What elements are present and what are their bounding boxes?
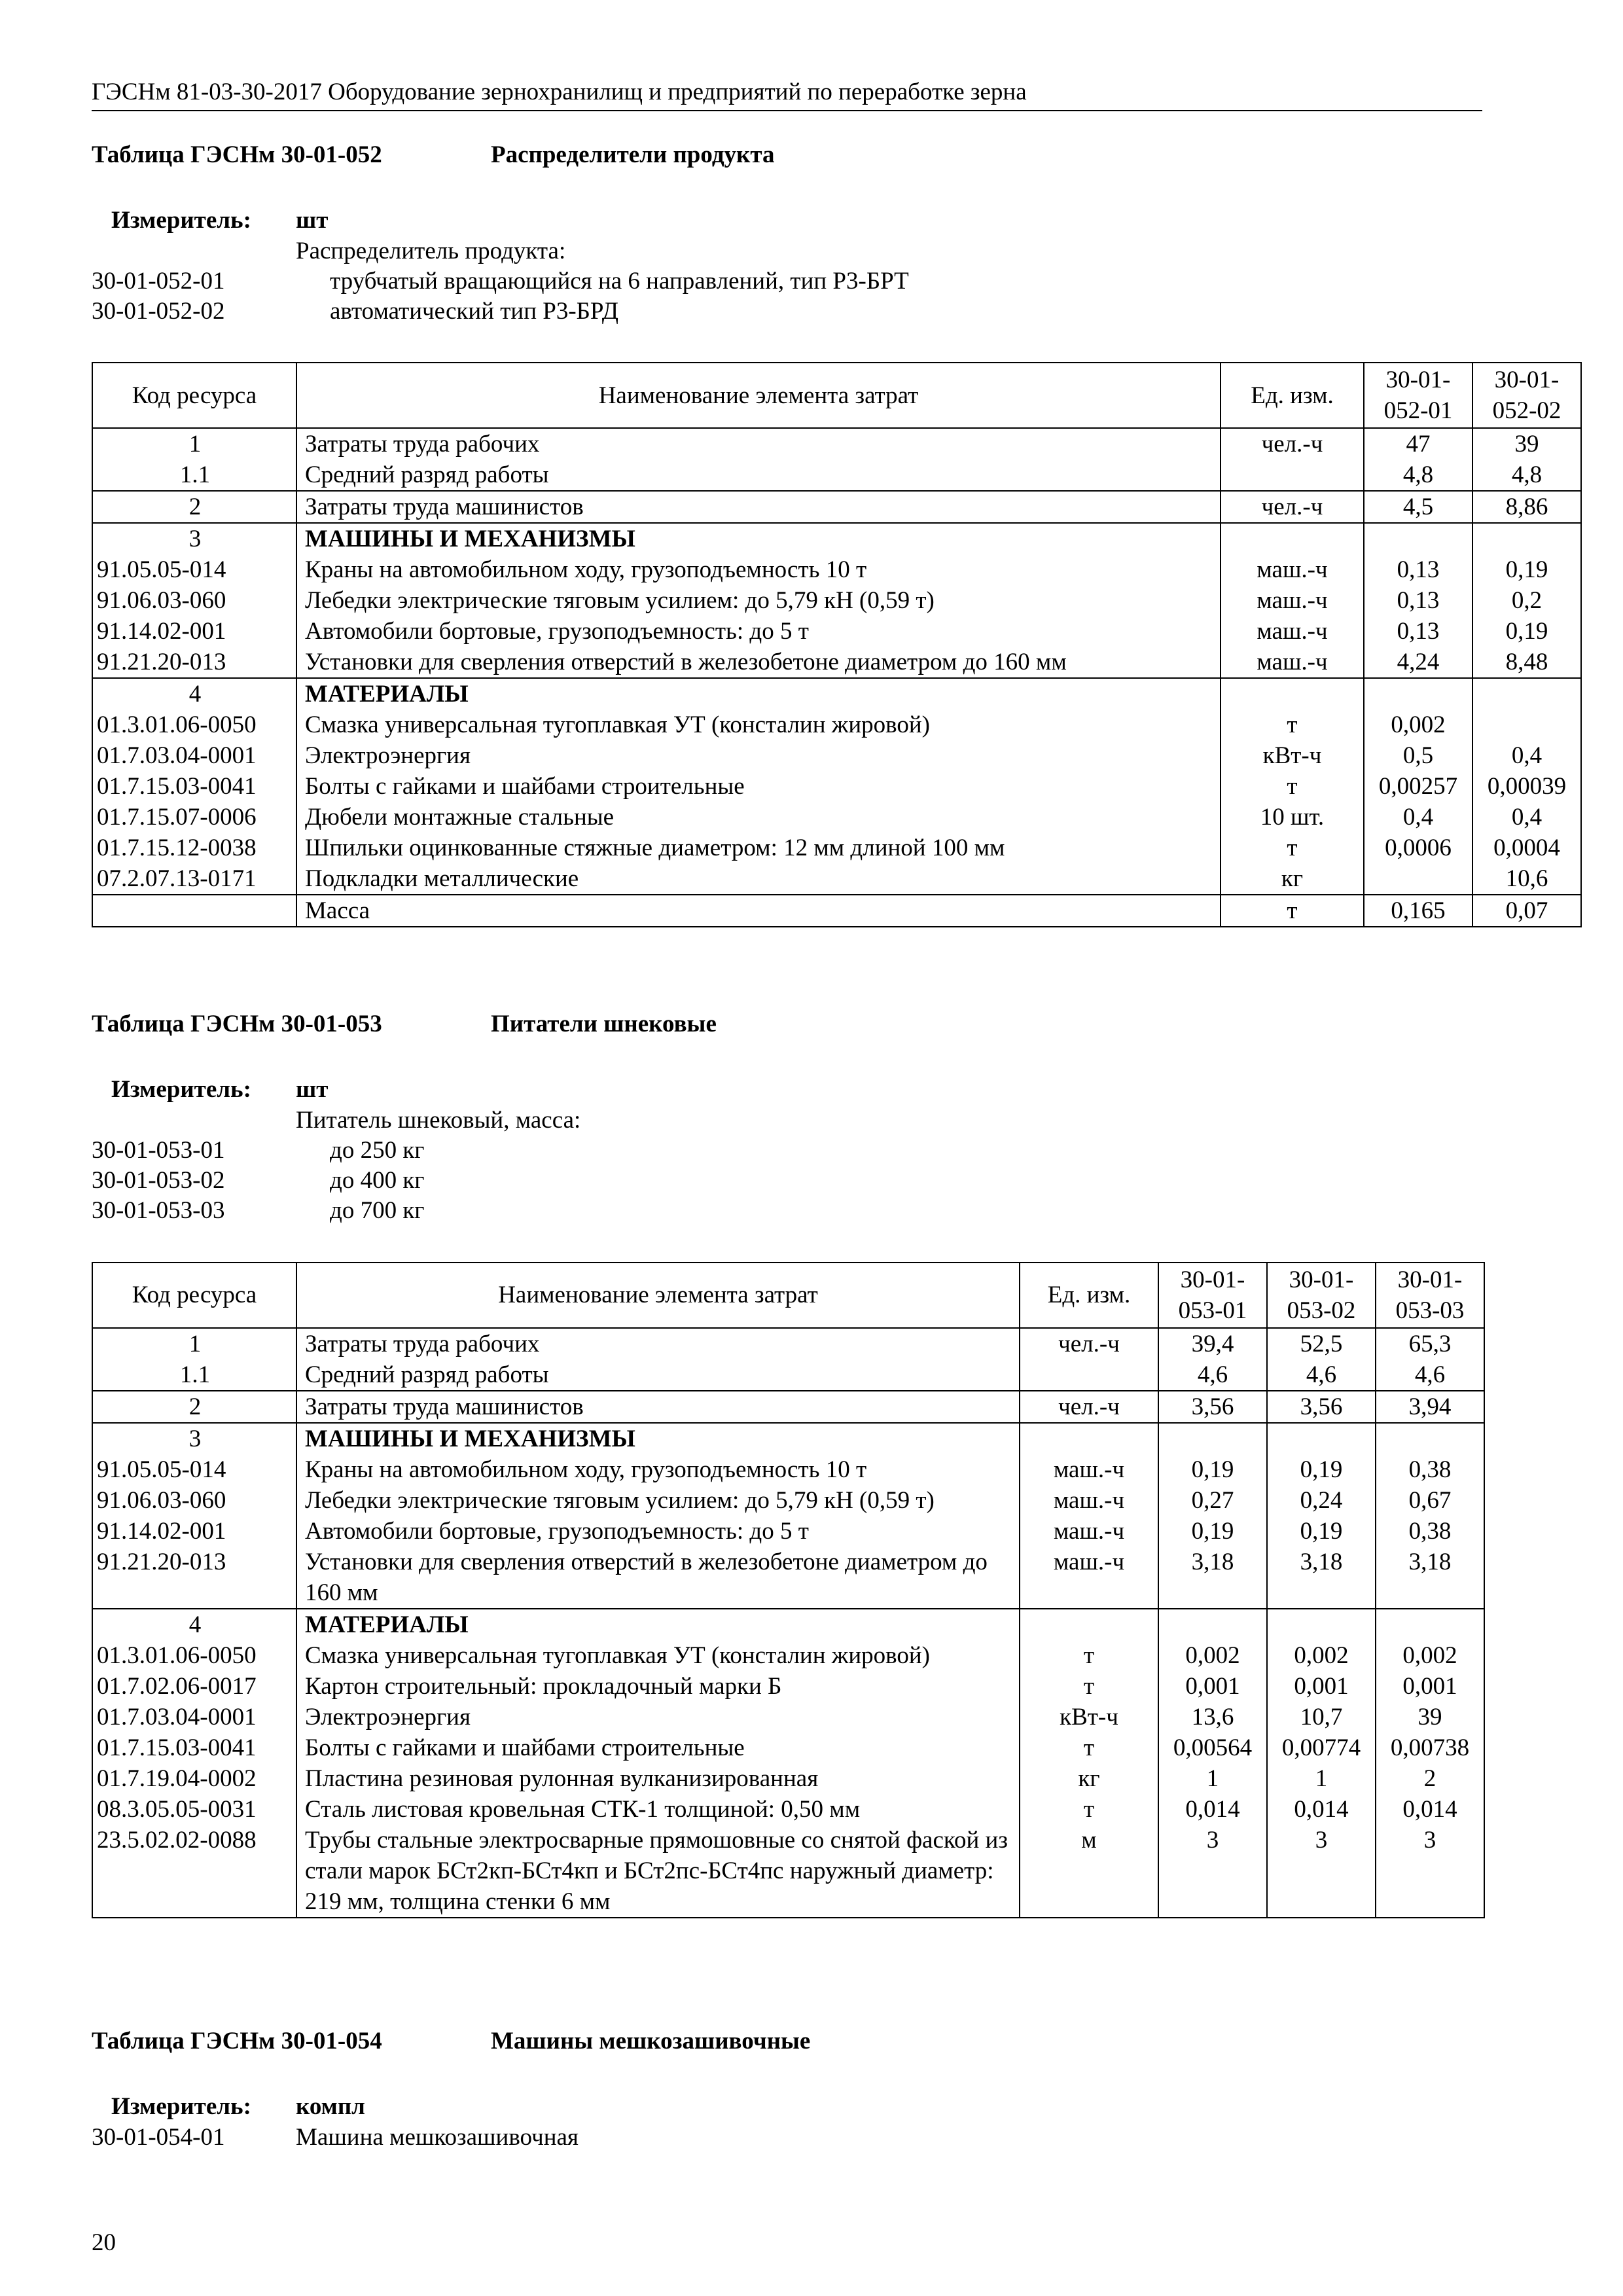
resource-value: 0,19	[1267, 1516, 1376, 1547]
resource-value: 0,19	[1267, 1454, 1376, 1485]
table-row	[92, 1825, 1484, 1918]
resource-unit: маш.-ч	[1221, 585, 1364, 616]
resource-code: 91.06.03-060	[92, 585, 296, 616]
resource-code: 91.21.20-013	[92, 1547, 296, 1609]
resource-value: 0,27	[1158, 1485, 1267, 1516]
resource-code: 1	[92, 428, 296, 459]
resource-table	[92, 1262, 1485, 1918]
table-row	[92, 1423, 1484, 1454]
measure-intro-row	[92, 1105, 1482, 1136]
table-row	[92, 523, 1581, 554]
section-30-01-052	[92, 140, 1567, 927]
resource-name: Краны на автомобильном ходу, грузоподъемность 10 т	[296, 1454, 1020, 1485]
resource-value: 0,38	[1376, 1516, 1484, 1547]
table-row	[92, 1732, 1484, 1763]
table-row	[92, 771, 1581, 802]
resource-name: Пластина резиновая рулонная вулканизированная	[296, 1763, 1020, 1794]
table-title	[92, 140, 1482, 170]
table-row	[92, 1763, 1484, 1794]
table-row	[92, 802, 1581, 833]
resource-code: 01.7.03.04-0001	[92, 1702, 296, 1732]
resource-code: 01.7.19.04-0002	[92, 1763, 296, 1794]
resource-value	[1364, 863, 1472, 895]
resource-value: 3	[1158, 1825, 1267, 1918]
resource-value: 0,19	[1158, 1454, 1267, 1485]
resource-code: 2	[92, 491, 296, 523]
resource-value: 0,0004	[1472, 833, 1581, 863]
resource-name: МАШИНЫ И МЕХАНИЗМЫ	[296, 1423, 1020, 1454]
resource-unit: т	[1020, 1671, 1158, 1702]
resource-name: Трубы стальные электросварные прямошовные со снятой фаской из стали марок БСт2кп-БСт4кп и БСт2пс-БСт4пс наружный диаметр: 219 мм, толщина стенки 6 мм	[296, 1825, 1020, 1918]
resource-value: 0,2	[1472, 585, 1581, 616]
resource-name: Шпильки оцинкованные стяжные диаметром: 12 мм длиной 100 мм	[296, 833, 1221, 863]
item-text: автоматический тип Р3-БРД	[330, 298, 618, 325]
resource-name: Краны на автомобильном ходу, грузоподъемность 10 т	[296, 554, 1221, 585]
resource-value: 3,94	[1376, 1391, 1484, 1423]
table-row	[92, 554, 1581, 585]
resource-name: Смазка универсальная тугоплавкая УТ (консталин жировой)	[296, 1640, 1020, 1671]
resource-code	[92, 895, 296, 927]
resource-value: 39,4	[1158, 1328, 1267, 1359]
measure-intro: Распределитель продукта:	[296, 237, 566, 264]
resource-value	[1472, 678, 1581, 709]
resource-value: 8,86	[1472, 491, 1581, 523]
header-row	[92, 363, 1581, 428]
resource-code: 1.1	[92, 459, 296, 491]
running-header: ГЭСНм 81-03-30-2017 Оборудование зернохранилищ и предприятий по переработке зерна	[92, 77, 1482, 111]
col-unit-header: Ед. изм.	[1221, 363, 1364, 428]
resource-name: Автомобили бортовые, грузоподъемность: до 5 т	[296, 1516, 1020, 1547]
resource-name: Установки для сверления отверстий в железобетоне диаметром до 160 мм	[296, 647, 1221, 678]
table-row	[92, 1485, 1484, 1516]
resource-value	[1364, 678, 1472, 709]
resource-code: 91.14.02-001	[92, 616, 296, 647]
resource-code: 01.3.01.06-0050	[92, 1640, 296, 1671]
resource-value: 47	[1364, 428, 1472, 459]
measure-unit: компл	[296, 2093, 365, 2121]
table-row	[92, 491, 1581, 523]
resource-unit	[1221, 678, 1364, 709]
resource-value	[1376, 1423, 1484, 1454]
resource-value: 3,18	[1267, 1547, 1376, 1609]
item-code: 30-01-053-01	[92, 1136, 225, 1164]
resource-name: Затраты труда рабочих	[296, 428, 1221, 459]
resource-unit: чел.-ч	[1020, 1328, 1158, 1359]
resource-value: 0,002	[1376, 1640, 1484, 1671]
resource-unit: т	[1020, 1794, 1158, 1825]
resource-unit: м	[1020, 1825, 1158, 1918]
table-row	[92, 647, 1581, 678]
resource-name: Дюбели монтажные стальные	[296, 802, 1221, 833]
table-row	[92, 1391, 1484, 1423]
resource-value: 0,00738	[1376, 1732, 1484, 1763]
resource-value: 39	[1472, 428, 1581, 459]
measure-unit: шт	[296, 207, 329, 234]
resource-unit: маш.-ч	[1020, 1516, 1158, 1547]
resource-code: 08.3.05.05-0031	[92, 1794, 296, 1825]
resource-code: 91.05.05-014	[92, 1454, 296, 1485]
resource-value: 0,24	[1267, 1485, 1376, 1516]
resource-unit: чел.-ч	[1221, 428, 1364, 459]
resource-name: Электроэнергия	[296, 740, 1221, 771]
col-unit-header: Ед. изм.	[1020, 1263, 1158, 1328]
resource-value: 2	[1376, 1763, 1484, 1794]
resource-value: 3	[1267, 1825, 1376, 1918]
resource-value: 0,4	[1472, 740, 1581, 771]
resource-unit: т	[1221, 833, 1364, 863]
resource-code: 01.7.15.12-0038	[92, 833, 296, 863]
resource-unit: кг	[1221, 863, 1364, 895]
table-body	[92, 1328, 1484, 1918]
table-row	[92, 1328, 1484, 1359]
table-row	[92, 833, 1581, 863]
table-number: Таблица ГЭСНм 30-01-054	[92, 2028, 382, 2054]
item-code: 30-01-052-01	[92, 267, 225, 295]
resource-name: Установки для сверления отверстий в железобетоне диаметром до 160 мм	[296, 1547, 1020, 1609]
resource-value: 0,001	[1376, 1671, 1484, 1702]
resource-name: Лебедки электрические тяговым усилием: до 5,79 кН (0,59 т)	[296, 1485, 1020, 1516]
resource-code: 1	[92, 1328, 296, 1359]
resource-name: Лебедки электрические тяговым усилием: до 5,79 кН (0,59 т)	[296, 585, 1221, 616]
resource-unit	[1221, 523, 1364, 554]
resource-value: 0,00564	[1158, 1732, 1267, 1763]
col-variant-header: 30-01-053-02	[1267, 1263, 1376, 1328]
resource-value: 0,001	[1158, 1671, 1267, 1702]
resource-value: 52,5	[1267, 1328, 1376, 1359]
measure-row	[92, 206, 1482, 236]
measure-item	[92, 1136, 1482, 1166]
resource-value	[1472, 523, 1581, 554]
resource-value: 0,002	[1364, 709, 1472, 740]
resource-code: 4	[92, 678, 296, 709]
resource-table	[92, 362, 1582, 927]
resource-name: Затраты труда машинистов	[296, 1391, 1020, 1423]
resource-name: Подкладки металлические	[296, 863, 1221, 895]
resource-value: 3,56	[1267, 1391, 1376, 1423]
resource-unit: маш.-ч	[1020, 1485, 1158, 1516]
table-row	[92, 1794, 1484, 1825]
resource-name: МАТЕРИАЛЫ	[296, 678, 1221, 709]
resource-code: 01.3.01.06-0050	[92, 709, 296, 740]
resource-value: 0,001	[1267, 1671, 1376, 1702]
resource-unit: чел.-ч	[1221, 491, 1364, 523]
resource-value: 4,6	[1376, 1359, 1484, 1391]
resource-unit: чел.-ч	[1020, 1391, 1158, 1423]
table-row	[92, 678, 1581, 709]
table-head	[92, 363, 1581, 428]
measure-unit: шт	[296, 1076, 329, 1103]
section-30-01-054	[92, 2026, 1482, 2153]
resource-code: 91.14.02-001	[92, 1516, 296, 1547]
measure-intro-row	[92, 236, 1482, 266]
resource-name: Сталь листовая кровельная СТК-1 толщиной: 0,50 мм	[296, 1794, 1020, 1825]
resource-unit: т	[1221, 709, 1364, 740]
table-name: Питатели шнековые	[491, 1011, 717, 1037]
measure-block	[92, 206, 1482, 327]
resource-value: 0,13	[1364, 616, 1472, 647]
table-name: Распределители продукта	[491, 141, 775, 168]
measure-item	[92, 266, 1482, 296]
table-row	[92, 1359, 1484, 1391]
table-title	[92, 2026, 1482, 2056]
resource-value: 0,00257	[1364, 771, 1472, 802]
table-row	[92, 459, 1581, 491]
item-text: до 400 кг	[330, 1167, 425, 1194]
resource-value: 0,0006	[1364, 833, 1472, 863]
resource-code: 1.1	[92, 1359, 296, 1391]
table-row	[92, 616, 1581, 647]
resource-value: 65,3	[1376, 1328, 1484, 1359]
resource-value: 0,07	[1472, 895, 1581, 927]
resource-unit: т	[1221, 771, 1364, 802]
resource-unit: 10 шт.	[1221, 802, 1364, 833]
resource-name: МАШИНЫ И МЕХАНИЗМЫ	[296, 523, 1221, 554]
resource-value: 0,014	[1158, 1794, 1267, 1825]
table-row	[92, 1702, 1484, 1732]
measure-block	[92, 2092, 1482, 2153]
resource-name: Затраты труда машинистов	[296, 491, 1221, 523]
item-text: Машина мешкозашивочная	[296, 2123, 579, 2151]
table-row	[92, 895, 1581, 927]
resource-code: 01.7.15.03-0041	[92, 1732, 296, 1763]
resource-value: 0,13	[1364, 554, 1472, 585]
resource-value	[1158, 1609, 1267, 1640]
resource-name: МАТЕРИАЛЫ	[296, 1609, 1020, 1640]
resource-unit	[1221, 459, 1364, 491]
resource-name: Затраты труда рабочих	[296, 1328, 1020, 1359]
resource-value: 10,6	[1472, 863, 1581, 895]
resource-value: 1	[1158, 1763, 1267, 1794]
resource-name: Автомобили бортовые, грузоподъемность: до 5 т	[296, 616, 1221, 647]
table-row	[92, 1516, 1484, 1547]
measure-item	[92, 2123, 1482, 2153]
resource-name: Болты с гайками и шайбами строительные	[296, 1732, 1020, 1763]
resource-value: 0,014	[1267, 1794, 1376, 1825]
resource-value: 0,19	[1472, 616, 1581, 647]
header-row	[92, 1263, 1484, 1328]
table-row	[92, 1671, 1484, 1702]
col-name-header: Наименование элемента затрат	[296, 363, 1221, 428]
col-code-header: Код ресурса	[92, 363, 296, 428]
resource-value: 4,8	[1472, 459, 1581, 491]
resource-value: 4,5	[1364, 491, 1472, 523]
item-text: до 700 кг	[330, 1197, 425, 1225]
item-text: трубчатый вращающийся на 6 направлений, тип Р3-БРТ	[330, 267, 909, 295]
resource-name: Электроэнергия	[296, 1702, 1020, 1732]
item-code: 30-01-053-03	[92, 1197, 225, 1225]
resource-value: 0,4	[1472, 802, 1581, 833]
spacer	[92, 1105, 296, 1136]
resource-value: 0,19	[1158, 1516, 1267, 1547]
resource-value: 0,00039	[1472, 771, 1581, 802]
resource-value	[1158, 1423, 1267, 1454]
resource-code: 3	[92, 523, 296, 554]
resource-name: Средний разряд работы	[296, 1359, 1020, 1391]
resource-unit	[1020, 1359, 1158, 1391]
resource-code: 23.5.02.02-0088	[92, 1825, 296, 1918]
resource-code: 01.7.15.07-0006	[92, 802, 296, 833]
resource-name: Картон строительный: прокладочный марки Б	[296, 1671, 1020, 1702]
resource-unit: т	[1020, 1640, 1158, 1671]
resource-value: 0,00774	[1267, 1732, 1376, 1763]
resource-value: 0,13	[1364, 585, 1472, 616]
resource-value: 1	[1267, 1763, 1376, 1794]
resource-unit: кВт-ч	[1020, 1702, 1158, 1732]
resource-unit: маш.-ч	[1020, 1547, 1158, 1609]
resource-value: 0,014	[1376, 1794, 1484, 1825]
item-code: 30-01-054-01	[92, 2123, 225, 2151]
resource-code: 91.05.05-014	[92, 554, 296, 585]
item-text: до 250 кг	[330, 1136, 425, 1164]
measure-item	[92, 1196, 1482, 1226]
item-code: 30-01-052-02	[92, 298, 225, 325]
resource-value: 10,7	[1267, 1702, 1376, 1732]
resource-unit: маш.-ч	[1221, 647, 1364, 678]
table-head	[92, 1263, 1484, 1328]
measure-item	[92, 1166, 1482, 1196]
resource-value: 0,5	[1364, 740, 1472, 771]
resource-value: 0,165	[1364, 895, 1472, 927]
measure-row	[92, 1075, 1482, 1105]
resource-code: 4	[92, 1609, 296, 1640]
measure-label: Измеритель:	[111, 1076, 251, 1103]
table-row	[92, 428, 1581, 459]
resource-value: 4,8	[1364, 459, 1472, 491]
col-variant-header: 30-01-053-01	[1158, 1263, 1267, 1328]
resource-value: 3,56	[1158, 1391, 1267, 1423]
col-variant-header: 30-01-053-03	[1376, 1263, 1484, 1328]
resource-value	[1364, 523, 1472, 554]
resource-code: 01.7.02.06-0017	[92, 1671, 296, 1702]
resource-unit: маш.-ч	[1221, 616, 1364, 647]
table-row	[92, 709, 1581, 740]
resource-value: 3	[1376, 1825, 1484, 1918]
resource-code: 91.21.20-013	[92, 647, 296, 678]
resource-value: 39	[1376, 1702, 1484, 1732]
table-row	[92, 1547, 1484, 1609]
page-number: 20	[92, 2229, 116, 2256]
measure-label: Измеритель:	[111, 207, 251, 234]
measure-intro: Питатель шнековый, масса:	[296, 1106, 581, 1134]
table-row	[92, 1640, 1484, 1671]
resource-unit	[1020, 1609, 1158, 1640]
resource-value: 0,002	[1267, 1640, 1376, 1671]
spacer	[92, 236, 296, 266]
resource-code: 07.2.07.13-0171	[92, 863, 296, 895]
resource-value: 0,67	[1376, 1485, 1484, 1516]
resource-code: 01.7.15.03-0041	[92, 771, 296, 802]
resource-unit: кВт-ч	[1221, 740, 1364, 771]
table-row	[92, 1609, 1484, 1640]
measure-label: Измеритель:	[111, 2093, 251, 2121]
table-name: Машины мешкозашивочные	[491, 2028, 811, 2054]
resource-value: 4,6	[1267, 1359, 1376, 1391]
resource-unit: маш.-ч	[1020, 1454, 1158, 1485]
resource-unit: т	[1020, 1732, 1158, 1763]
resource-value	[1472, 709, 1581, 740]
measure-item	[92, 296, 1482, 327]
col-variant-header: 30-01-052-02	[1472, 363, 1581, 428]
table-row	[92, 1454, 1484, 1485]
col-variant-header: 30-01-052-01	[1364, 363, 1472, 428]
col-code-header: Код ресурса	[92, 1263, 296, 1328]
resource-name: Масса	[296, 895, 1221, 927]
resource-value: 0,4	[1364, 802, 1472, 833]
resource-name: Смазка универсальная тугоплавкая УТ (консталин жировой)	[296, 709, 1221, 740]
resource-name: Средний разряд работы	[296, 459, 1221, 491]
resource-value: 8,48	[1472, 647, 1581, 678]
resource-name: Болты с гайками и шайбами строительные	[296, 771, 1221, 802]
resource-value: 3,18	[1376, 1547, 1484, 1609]
measure-row	[92, 2092, 1482, 2122]
resource-value: 4,24	[1364, 647, 1472, 678]
resource-code: 01.7.03.04-0001	[92, 740, 296, 771]
resource-code: 2	[92, 1391, 296, 1423]
table-row	[92, 585, 1581, 616]
resource-value: 0,19	[1472, 554, 1581, 585]
col-name-header: Наименование элемента затрат	[296, 1263, 1020, 1328]
table-row	[92, 740, 1581, 771]
resource-value: 4,6	[1158, 1359, 1267, 1391]
item-code: 30-01-053-02	[92, 1167, 225, 1194]
resource-code: 3	[92, 1423, 296, 1454]
resource-unit: маш.-ч	[1221, 554, 1364, 585]
resource-code: 91.06.03-060	[92, 1485, 296, 1516]
resource-value	[1267, 1423, 1376, 1454]
resource-value: 3,18	[1158, 1547, 1267, 1609]
table-number: Таблица ГЭСНм 30-01-052	[92, 141, 382, 168]
section-30-01-053	[92, 1009, 1482, 1918]
resource-value	[1376, 1609, 1484, 1640]
resource-value: 0,002	[1158, 1640, 1267, 1671]
resource-unit: т	[1221, 895, 1364, 927]
resource-value: 13,6	[1158, 1702, 1267, 1732]
resource-unit: кг	[1020, 1763, 1158, 1794]
resource-value: 0,38	[1376, 1454, 1484, 1485]
table-body	[92, 428, 1581, 927]
measure-block	[92, 1075, 1482, 1226]
resource-unit	[1020, 1423, 1158, 1454]
table-row	[92, 863, 1581, 895]
table-title	[92, 1009, 1482, 1039]
resource-value	[1267, 1609, 1376, 1640]
table-number: Таблица ГЭСНм 30-01-053	[92, 1011, 382, 1037]
